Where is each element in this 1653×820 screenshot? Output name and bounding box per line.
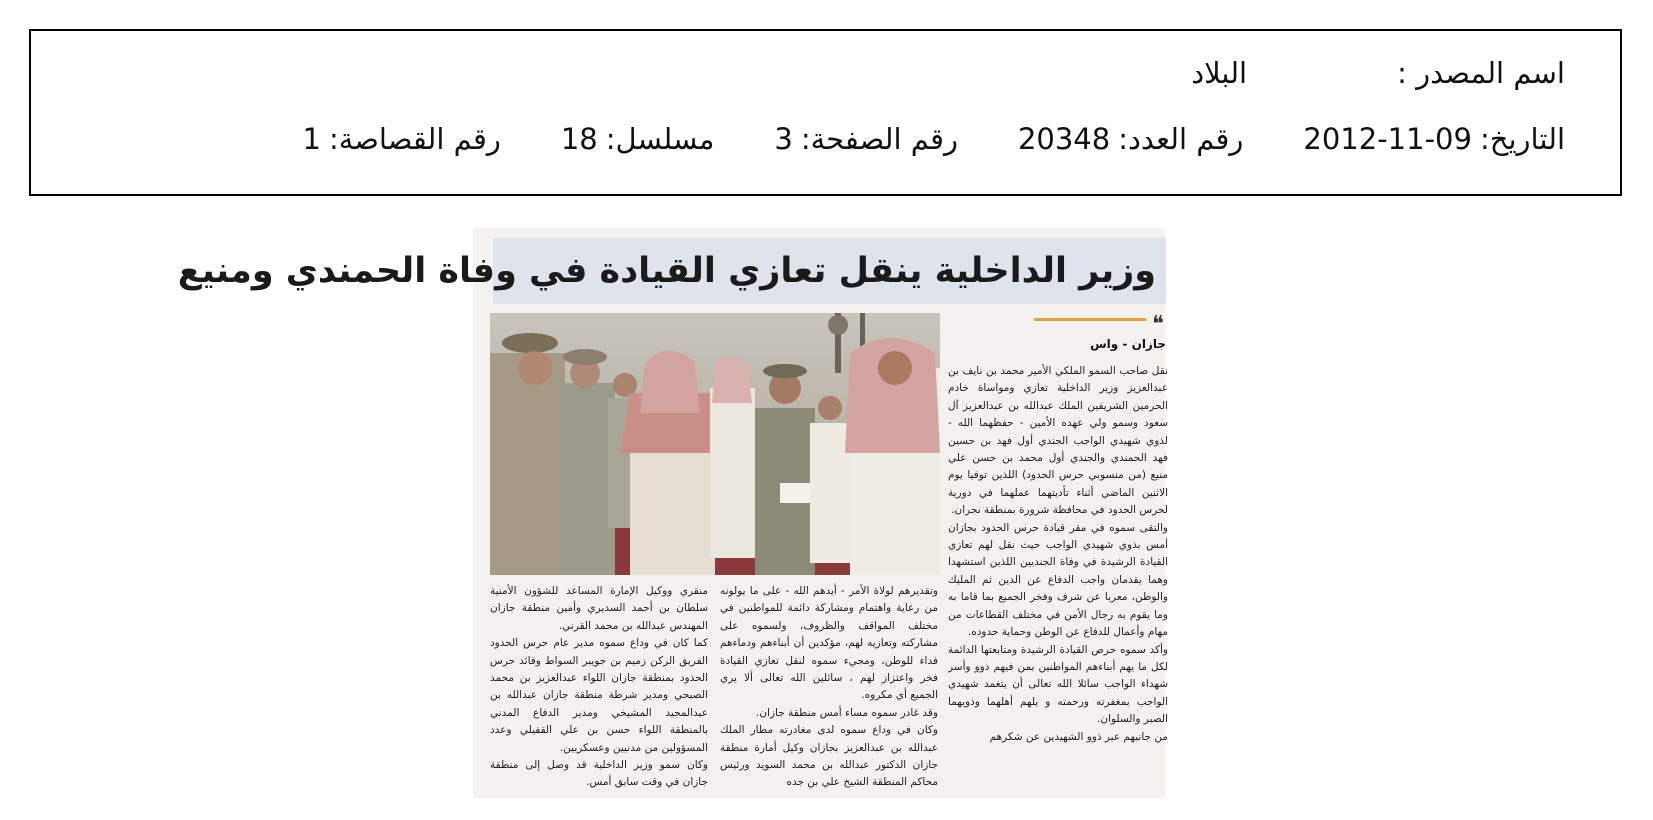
source-info-box	[29, 29, 1622, 196]
article-column-right	[948, 363, 1168, 795]
source-label: اسم المصدر :	[1397, 56, 1565, 90]
clip-label: رقم القصاصة:	[328, 122, 501, 156]
serial-label: مسلسل:	[605, 122, 715, 156]
issue-label: رقم العدد:	[1118, 122, 1244, 156]
quote-mark-icon: ❝	[1152, 312, 1164, 337]
issue-field	[1018, 119, 1243, 159]
paragraph: وتقديرهم لولاة الأمر - أيدهم الله - على ما يولونه من رعاية واهتمام ومشاركة دائمة للمواطنين في مختلف المواقف والظروف، ولسموه على مشاركته وتعازيه لهم، مؤكدين أن أبناءهم ودماءهم فداء للوطن، ومجيء سموه لنقل تعازي القيادة فخر واعتزاز لهم ، سائلين الله تعالى ألا يري الجميع أي مكروه.	[720, 585, 938, 702]
article-column-middle	[720, 583, 938, 795]
issue-value: 20348	[1017, 122, 1111, 156]
article-dateline: جازان - واس	[1090, 337, 1166, 351]
date-field	[1303, 119, 1565, 159]
paragraph: وقد غادر سموه مساء أمس منطقة جازان.	[756, 706, 938, 719]
clip-value: 1	[302, 122, 321, 156]
page-label: رقم الصفحة:	[800, 122, 958, 156]
paragraph: وكان سمو وزير الداخلية قد وصل إلى منطقة جازان في وقت سابق أمس.	[490, 759, 708, 789]
date-label: التاريخ:	[1479, 122, 1565, 156]
serial-value: 18	[560, 122, 598, 156]
article-headline-banner	[177, 238, 1166, 304]
paragraph: منقري ووكيل الإمارة المساعد للشؤون الأمنية سلطان بن أحمد السديري وأمين منطقة جازان المهندس عبدالله بن محمد القرني.	[490, 585, 708, 632]
paragraph: من جانبهم عبر ذوو الشهيدين عن شكرهم	[989, 730, 1168, 743]
page-value: 3	[774, 122, 793, 156]
source-value: البلاد	[1191, 56, 1248, 90]
article-headline: وزير الداخلية ينقل تعازي القيادة في وفاة الحمندي ومنيع	[177, 251, 1156, 291]
paragraph: نقل صاحب السمو الملكي الأمير محمد بن نايف بن عبدالعزيز وزير الداخلية تعازي ومواساة خادم الحرمين الشريفين الملك عبدالله بن عبدالعزيز آل سعود وسمو ولي عهده الأمين - حفظهما الله - لذوي شهيدي الواجب الجندي أول فهد بن حسين فهد الحمندي والجندي أول محمد بن حسن علي منيع (من منسوبي حرس الحدود) اللذين توفيا يوم الاثنين الماضي أثناء تأديتهما عملهما في دورية لحرس الحدود في محافظة شرورة بمنطقة نجران.	[948, 365, 1168, 517]
serial-field	[561, 119, 715, 159]
paragraph: والتقى سموه في مقر قيادة حرس الحدود بجازان أمس بذوي شهيدي الواجب حيث نقل لهم تعازي القيادة الرشيدة في وفاة الجنديين اللذين استشهدا وهما يقدمان واجب الدفاع عن الدين ثم المليك والوطن، معربا عن شرف وفخر الجميع بما قاما به وما يقوم به رجال الأمن في مختلف القطاعات من مهام وأعمال للدفاع عن الوطن وحماية حدوده.	[948, 521, 1168, 639]
clip-field	[303, 119, 501, 159]
source-row	[1191, 53, 1565, 93]
article-photo	[490, 313, 940, 575]
accent-divider	[1034, 318, 1146, 321]
paragraph: وكان في وداع سموه لدى مغادرته مطار الملك عبدالله بن عبدالعزيز بجازان وكيل أمارة منطقة جازان الدكتور عبدالله بن محمد السويد ورئيس محاكم المنطقة الشيخ علي بن جده	[720, 724, 938, 789]
page-field	[774, 119, 958, 159]
paragraph: وأكد سموه حرص القيادة الرشيدة ومتابعتها الدائمة لكل ما يهم أبناءهم المواطنين بمن فيهم ذوو وأسر شهداء الواجب سائلا الله تعالى أن يتغمد شهيدي الواجب بمغفرته ورحمته و يلهم أهلهما وذويهما الصبر والسلوان.	[948, 643, 1168, 726]
paragraph: كما كان في وداع سموه مدير عام حرس الحدود الفريق الركن زميم بن جويبر السواط وقائد حرس الحدود بمنطقة جازان اللواء عبدالعزيز بن محمد الصبحي ومدير شرطة منطقة جازان عبدالله بن عبدالمجيد المشيخي ومدير الدفاع المدني بالمنطقة اللواء حسن بن علي القفيلي وعدد المسؤولين من مدنيين وعسكريين.	[490, 637, 708, 754]
date-value: 2012-11-09	[1303, 122, 1472, 156]
details-row	[303, 119, 1566, 159]
article-column-left	[490, 583, 708, 795]
